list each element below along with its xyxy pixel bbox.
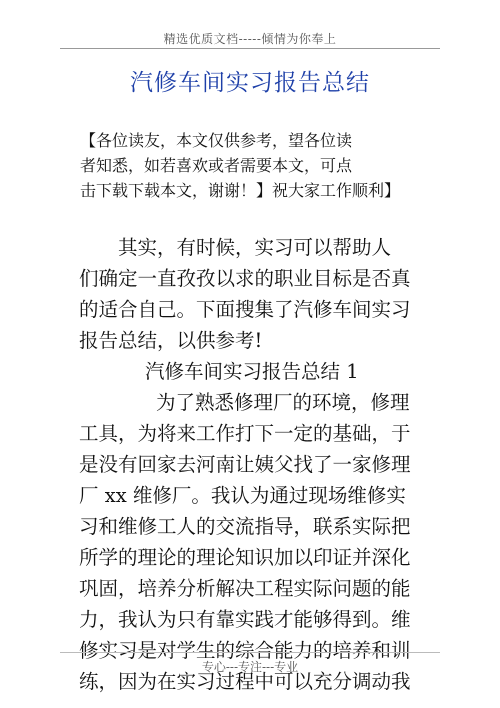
body-line: 是没有回家去河南让姨父找了一家修理 [79, 453, 411, 476]
body-line: 所学的理论的理论知识加以印证并深化 [79, 546, 411, 569]
notice-line: 者知悉，如若喜欢或者需要本文，可点 [80, 156, 353, 175]
notice-line: 【各位读友，本文仅供参考，望各位读 [80, 131, 353, 150]
notice-line: 击下载下载本文，谢谢！】祝大家工作顺利】 [80, 181, 401, 200]
section-heading: 汽修车间实习报告总结 1 [145, 360, 359, 383]
footer-divider [60, 652, 440, 653]
body-line: 工具，为将来工作打下一定的基础，于 [79, 422, 411, 445]
page-footer: 专心---专注---专业 [201, 660, 299, 674]
body-line: 厂 xx 维修厂。我认为通过现场维修实 [79, 484, 406, 507]
body-line: 力，我认为只有靠实践才能够得到。维 [79, 608, 411, 631]
reader-notice [80, 128, 440, 203]
document-body [79, 232, 424, 697]
body-line: 其实，有时候，实习可以帮助人 [118, 236, 392, 259]
header-divider [60, 48, 440, 49]
document-title: 汽修车间实习报告总结 [130, 70, 370, 96]
body-line: 习和维修工人的交流指导，联系实际把 [79, 515, 411, 538]
body-line: 为了熟悉修理厂的环境，修理 [156, 391, 410, 414]
body-line: 练，因为在实习过程中可以充分调动我 [79, 670, 411, 693]
body-line: 巩固，培养分析解决工程实际问题的能 [79, 577, 411, 600]
body-line: 的适合自己。下面搜集了汽修车间实习 [79, 298, 411, 321]
page-header: 精选优质文档-----倾情为你奉上 [163, 32, 337, 46]
body-line: 报告总结，以供参考! [79, 329, 263, 352]
body-line: 们确定一直孜孜以求的职业目标是否真 [79, 267, 411, 290]
body-line: 修实习是对学生的综合能力的培养和训 [79, 639, 411, 662]
